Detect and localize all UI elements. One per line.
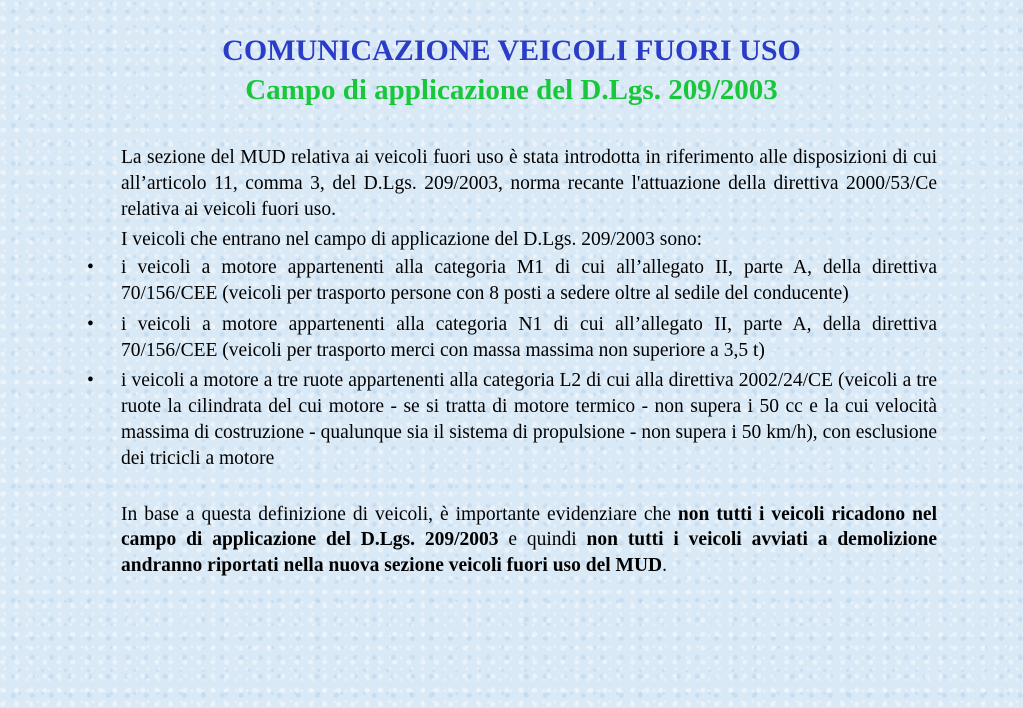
conclusion-paragraph bbox=[121, 502, 937, 579]
intro-paragraph: La sezione del MUD relativa ai veicoli fuori uso è stata introdotta in riferimento alle disposizioni di cui all’articolo 11, comma 3, del D.Lgs. 209/2003, norma recante l'attuazione della direttiva 2000/53/Ce relativa ai veicoli fuori uso. bbox=[121, 147, 937, 220]
conclusion-text-3: . bbox=[662, 555, 667, 577]
list-item-text: i veicoli a motore a tre ruote appartenenti alla categoria L2 di cui alla direttiva 2002/24/CE (veicoli a tre ruote la cilindrata del cui motore - se si tratta di motore termico - non supera i 50 cc e la cui velocità massima di costruzione - qualunque sia il sistema di propulsione - non supera i 50 km/h), con esclusione dei tricicli a motore bbox=[121, 370, 937, 469]
conclusion-emphasis-1: non tutti i veicoli ricadono nel campo di applicazione del D.Lgs. 209/2003 bbox=[121, 503, 938, 551]
list-item bbox=[87, 312, 937, 364]
list-item bbox=[87, 255, 937, 307]
vehicle-category-list bbox=[87, 255, 937, 471]
conclusion-text-2: e quindi bbox=[498, 529, 587, 551]
conclusion-emphasis-2: non tutti i veicoli avviati a demolizione andranno riportati nella nuova sezione veicoli fuori uso del MUD bbox=[121, 529, 937, 577]
body-text bbox=[87, 145, 938, 579]
bullet-icon: • bbox=[87, 313, 94, 335]
slide-subtitle: Campo di applicazione del D.Lgs. 209/2003 bbox=[245, 74, 778, 106]
list-item-text: i veicoli a motore appartenenti alla categoria M1 di cui all’allegato II, parte A, della direttiva 70/156/CEE (veicoli per trasporto persone con 8 posti a sedere oltre al sedile del conducente) bbox=[121, 257, 937, 304]
title-block bbox=[0, 33, 1023, 107]
bullet-icon: • bbox=[87, 257, 94, 279]
slide-title: COMUNICAZIONE VEICOLI FUORI USO bbox=[222, 34, 801, 67]
conclusion-text-1: In base a questa definizione di veicoli, è importante evidenziare che bbox=[121, 503, 678, 525]
list-item-text: i veicoli a motore appartenenti alla categoria N1 di cui all’allegato II, parte A, della direttiva 70/156/CEE (veicoli per trasporto merci con massa massima non superiore a 3,5 t) bbox=[121, 313, 937, 361]
list-item bbox=[87, 368, 937, 471]
bullet-icon: • bbox=[87, 370, 94, 392]
lead-paragraph: I veicoli che entrano nel campo di applicazione del D.Lgs. 209/2003 sono: bbox=[121, 229, 703, 251]
